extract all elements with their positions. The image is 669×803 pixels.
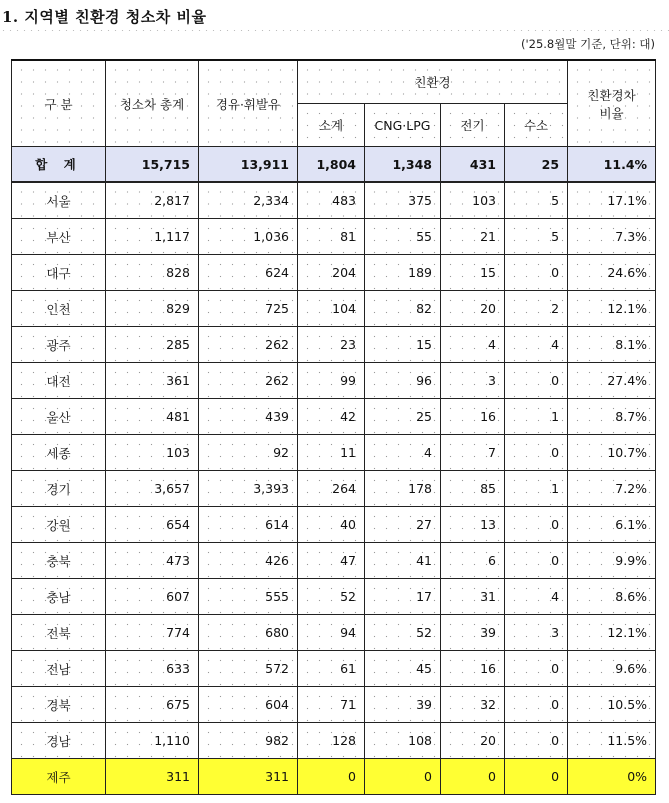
cell-total: 311: [106, 759, 199, 795]
cell-ratio: 8.1%: [568, 327, 656, 363]
table-row: [12, 543, 656, 579]
cell-diesel: 3,393: [199, 471, 298, 507]
cell-subtotal: 99: [298, 363, 365, 399]
cell-diesel: 92: [199, 435, 298, 471]
cell-electric: 3: [441, 363, 505, 399]
cell-electric: 20: [441, 291, 505, 327]
cell-cng: 375: [365, 182, 441, 219]
header-hydrogen: 수소: [505, 104, 568, 147]
total-row-hydrogen: 25: [505, 147, 568, 183]
table-row: [12, 723, 656, 759]
cell-diesel: 982: [199, 723, 298, 759]
cell-ratio: 7.2%: [568, 471, 656, 507]
cell-diesel: 1,036: [199, 219, 298, 255]
cell-total: 675: [106, 687, 199, 723]
cell-cng: 52: [365, 615, 441, 651]
cell-subtotal: 11: [298, 435, 365, 471]
cell-electric: 16: [441, 399, 505, 435]
cell-total: 361: [106, 363, 199, 399]
cell-hydrogen: 0: [505, 435, 568, 471]
total-row-name: 합 계: [12, 147, 106, 183]
cell-name: 전북: [12, 615, 106, 651]
cell-electric: 13: [441, 507, 505, 543]
cleaning-vehicle-table: [11, 59, 656, 795]
cell-cng: 55: [365, 219, 441, 255]
cell-cng: 4: [365, 435, 441, 471]
cell-total: 1,117: [106, 219, 199, 255]
cell-cng: 108: [365, 723, 441, 759]
header-eco: 친환경: [298, 60, 568, 104]
cell-hydrogen: 0: [505, 687, 568, 723]
cell-hydrogen: 4: [505, 327, 568, 363]
cell-electric: 0: [441, 759, 505, 795]
cell-ratio: 10.5%: [568, 687, 656, 723]
cell-subtotal: 61: [298, 651, 365, 687]
cell-total: 829: [106, 291, 199, 327]
cell-total: 1,110: [106, 723, 199, 759]
cell-cng: 27: [365, 507, 441, 543]
cell-electric: 15: [441, 255, 505, 291]
cell-subtotal: 71: [298, 687, 365, 723]
cell-name: 광주: [12, 327, 106, 363]
cell-hydrogen: 5: [505, 219, 568, 255]
total-row-electric: 431: [441, 147, 505, 183]
cell-subtotal: 40: [298, 507, 365, 543]
cell-subtotal: 264: [298, 471, 365, 507]
cell-name: 울산: [12, 399, 106, 435]
cell-total: 3,657: [106, 471, 199, 507]
table-row: [12, 651, 656, 687]
cell-electric: 16: [441, 651, 505, 687]
cell-electric: 7: [441, 435, 505, 471]
cell-cng: 0: [365, 759, 441, 795]
cell-subtotal: 0: [298, 759, 365, 795]
cell-electric: 103: [441, 182, 505, 219]
table-row: [12, 291, 656, 327]
table-row: [12, 687, 656, 723]
cell-ratio: 9.6%: [568, 651, 656, 687]
cell-subtotal: 23: [298, 327, 365, 363]
cell-diesel: 311: [199, 759, 298, 795]
cell-ratio: 8.7%: [568, 399, 656, 435]
cell-diesel: 572: [199, 651, 298, 687]
cell-cng: 39: [365, 687, 441, 723]
cell-total: 481: [106, 399, 199, 435]
cell-total: 828: [106, 255, 199, 291]
cell-ratio: 11.5%: [568, 723, 656, 759]
header-cng-lpg: CNG·LPG: [365, 104, 441, 147]
header-category: 구 분: [12, 60, 106, 147]
cell-name: 충남: [12, 579, 106, 615]
table-row: [12, 363, 656, 399]
cell-hydrogen: 0: [505, 363, 568, 399]
total-row: [12, 147, 656, 183]
cell-total: 285: [106, 327, 199, 363]
table-row: [12, 327, 656, 363]
table-row: [12, 182, 656, 219]
table-row: [12, 219, 656, 255]
table-row: [12, 579, 656, 615]
total-row-ratio: 11.4%: [568, 147, 656, 183]
cell-electric: 85: [441, 471, 505, 507]
cell-electric: 6: [441, 543, 505, 579]
header-subtotal: 소계: [298, 104, 365, 147]
cell-electric: 39: [441, 615, 505, 651]
cell-diesel: 680: [199, 615, 298, 651]
cell-diesel: 725: [199, 291, 298, 327]
header-ratio: 친환경차 비율: [568, 60, 656, 147]
cell-diesel: 439: [199, 399, 298, 435]
table-row: [12, 399, 656, 435]
cell-ratio: 12.1%: [568, 291, 656, 327]
cell-diesel: 614: [199, 507, 298, 543]
cell-ratio: 7.3%: [568, 219, 656, 255]
cell-name: 경기: [12, 471, 106, 507]
cell-hydrogen: 1: [505, 471, 568, 507]
cell-ratio: 6.1%: [568, 507, 656, 543]
cell-subtotal: 52: [298, 579, 365, 615]
total-row-diesel: 13,911: [199, 147, 298, 183]
cell-hydrogen: 3: [505, 615, 568, 651]
cell-hydrogen: 0: [505, 651, 568, 687]
cell-cng: 45: [365, 651, 441, 687]
cell-electric: 31: [441, 579, 505, 615]
cell-ratio: 12.1%: [568, 615, 656, 651]
cell-name: 경남: [12, 723, 106, 759]
table-row: [12, 255, 656, 291]
cell-name: 부산: [12, 219, 106, 255]
cell-hydrogen: 4: [505, 579, 568, 615]
cell-subtotal: 483: [298, 182, 365, 219]
cell-cng: 178: [365, 471, 441, 507]
cell-subtotal: 128: [298, 723, 365, 759]
cell-ratio: 24.6%: [568, 255, 656, 291]
cell-hydrogen: 0: [505, 255, 568, 291]
unit-note: ('25.8월말 기준, 단위: 대): [521, 37, 655, 51]
table-row: [12, 507, 656, 543]
cell-name: 세종: [12, 435, 106, 471]
cell-hydrogen: 0: [505, 723, 568, 759]
cell-hydrogen: 2: [505, 291, 568, 327]
cell-hydrogen: 0: [505, 759, 568, 795]
cell-name: 제주: [12, 759, 106, 795]
cell-total: 633: [106, 651, 199, 687]
cell-hydrogen: 5: [505, 182, 568, 219]
cell-cng: 82: [365, 291, 441, 327]
cell-hydrogen: 0: [505, 543, 568, 579]
header-diesel: 경유·휘발유: [199, 60, 298, 147]
cell-total: 103: [106, 435, 199, 471]
cell-total: 774: [106, 615, 199, 651]
cell-electric: 32: [441, 687, 505, 723]
cell-subtotal: 204: [298, 255, 365, 291]
cell-name: 강원: [12, 507, 106, 543]
cell-cng: 17: [365, 579, 441, 615]
cell-name: 대전: [12, 363, 106, 399]
cell-name: 경북: [12, 687, 106, 723]
cell-cng: 96: [365, 363, 441, 399]
cell-electric: 20: [441, 723, 505, 759]
cell-subtotal: 81: [298, 219, 365, 255]
cell-subtotal: 94: [298, 615, 365, 651]
cell-name: 인천: [12, 291, 106, 327]
cell-name: 충북: [12, 543, 106, 579]
cell-diesel: 262: [199, 327, 298, 363]
cell-hydrogen: 1: [505, 399, 568, 435]
cell-name: 전남: [12, 651, 106, 687]
cell-total: 654: [106, 507, 199, 543]
cell-electric: 4: [441, 327, 505, 363]
table-row: [12, 615, 656, 651]
cell-diesel: 262: [199, 363, 298, 399]
cell-ratio: 27.4%: [568, 363, 656, 399]
cell-total: 607: [106, 579, 199, 615]
cell-subtotal: 47: [298, 543, 365, 579]
cell-name: 서울: [12, 182, 106, 219]
cell-name: 대구: [12, 255, 106, 291]
cell-diesel: 426: [199, 543, 298, 579]
cell-subtotal: 42: [298, 399, 365, 435]
cell-cng: 25: [365, 399, 441, 435]
total-row-subtotal: 1,804: [298, 147, 365, 183]
table-row: [12, 471, 656, 507]
cell-cng: 189: [365, 255, 441, 291]
cell-diesel: 2,334: [199, 182, 298, 219]
cell-ratio: 0%: [568, 759, 656, 795]
cell-diesel: 555: [199, 579, 298, 615]
header-total: 청소차 총계: [106, 60, 199, 147]
document-title: 1. 지역별 친환경 청소차 비율: [2, 8, 207, 26]
total-row-total: 15,715: [106, 147, 199, 183]
cell-ratio: 10.7%: [568, 435, 656, 471]
cell-cng: 15: [365, 327, 441, 363]
table-row: [12, 759, 656, 795]
cell-cng: 41: [365, 543, 441, 579]
cell-total: 2,817: [106, 182, 199, 219]
cell-hydrogen: 0: [505, 507, 568, 543]
cell-ratio: 8.6%: [568, 579, 656, 615]
header-electric: 전기: [441, 104, 505, 147]
cell-subtotal: 104: [298, 291, 365, 327]
cell-total: 473: [106, 543, 199, 579]
total-row-cng: 1,348: [365, 147, 441, 183]
cell-electric: 21: [441, 219, 505, 255]
table-row: [12, 435, 656, 471]
cell-diesel: 604: [199, 687, 298, 723]
cell-diesel: 624: [199, 255, 298, 291]
cell-ratio: 17.1%: [568, 182, 656, 219]
cell-ratio: 9.9%: [568, 543, 656, 579]
dotted-divider: [0, 30, 669, 31]
